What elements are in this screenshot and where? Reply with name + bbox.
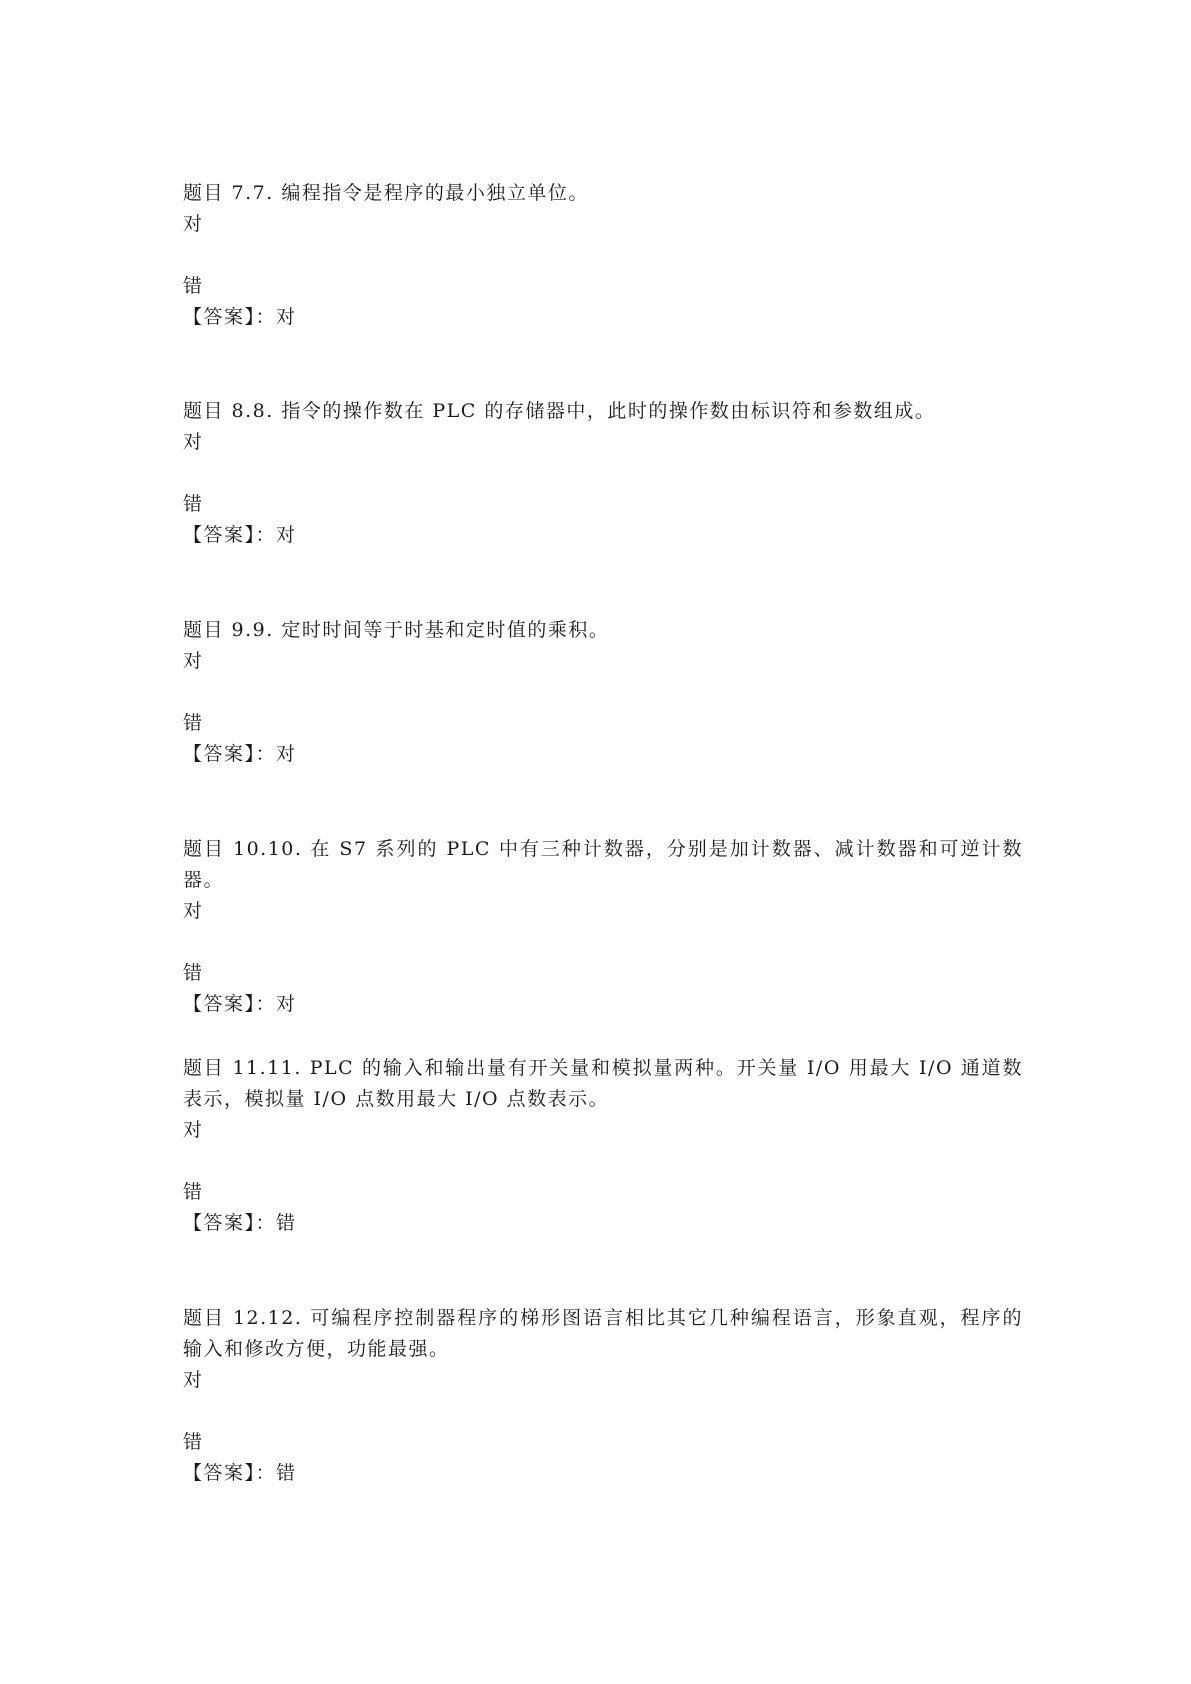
answer-label: 【答案】： <box>183 993 277 1015</box>
question-12 <box>183 1303 1023 1489</box>
answer-label: 【答案】： <box>183 1212 277 1234</box>
answer-value: 错 <box>276 1462 297 1484</box>
option-false: 错 <box>183 712 204 734</box>
question-11 <box>183 1053 1023 1239</box>
spacer <box>183 240 1023 271</box>
spacer <box>183 458 1023 489</box>
option-false: 错 <box>183 275 204 297</box>
answer-line <box>183 1208 1023 1239</box>
question-text: 题目 10.10. 在 S7 系列的 PLC 中有三种计数器，分别是加计数器、减计数器和可逆计数器。 <box>183 838 1023 891</box>
answer-label: 【答案】： <box>183 306 277 328</box>
question-text: 题目 11.11. PLC 的输入和输出量有开关量和模拟量两种。开关量 I/O 用最大 I/O 通道数表示，模拟量 I/O 点数用最大 I/O 点数表示。 <box>183 1057 1023 1110</box>
option-false: 错 <box>183 1181 204 1203</box>
question-9 <box>183 615 1023 770</box>
answer-line <box>183 302 1023 333</box>
answer-line <box>183 739 1023 770</box>
answer-line <box>183 1458 1023 1489</box>
answer-label: 【答案】： <box>183 524 277 546</box>
option-false: 错 <box>183 1431 204 1453</box>
answer-value: 错 <box>276 1212 297 1234</box>
answer-value: 对 <box>276 524 297 546</box>
question-8 <box>183 396 1023 551</box>
question-text: 题目 9.9. 定时时间等于时基和定时值的乘积。 <box>183 619 610 641</box>
option-true: 对 <box>183 900 204 922</box>
answer-line <box>183 520 1023 551</box>
spacer <box>183 1146 1023 1177</box>
spacer <box>183 927 1023 958</box>
spacer <box>183 1396 1023 1427</box>
answer-value: 对 <box>276 743 297 765</box>
option-true: 对 <box>183 1369 204 1391</box>
answer-label: 【答案】： <box>183 743 277 765</box>
option-false: 错 <box>183 962 204 984</box>
answer-label: 【答案】： <box>183 1462 277 1484</box>
option-true: 对 <box>183 431 204 453</box>
answer-value: 对 <box>276 993 297 1015</box>
question-10 <box>183 834 1023 1020</box>
option-true: 对 <box>183 650 204 672</box>
spacer <box>183 677 1023 708</box>
option-true: 对 <box>183 1119 204 1141</box>
answer-value: 对 <box>276 306 297 328</box>
question-text: 题目 8.8. 指令的操作数在 PLC 的存储器中，此时的操作数由标识符和参数组成。 <box>183 400 936 422</box>
question-7 <box>183 178 1023 333</box>
option-false: 错 <box>183 493 204 515</box>
answer-line <box>183 989 1023 1020</box>
question-text: 题目 12.12. 可编程序控制器程序的梯形图语言相比其它几种编程语言，形象直观，程序的输入和修改方便，功能最强。 <box>183 1307 1023 1360</box>
option-true: 对 <box>183 213 204 235</box>
question-text: 题目 7.7. 编程指令是程序的最小独立单位。 <box>183 182 589 204</box>
